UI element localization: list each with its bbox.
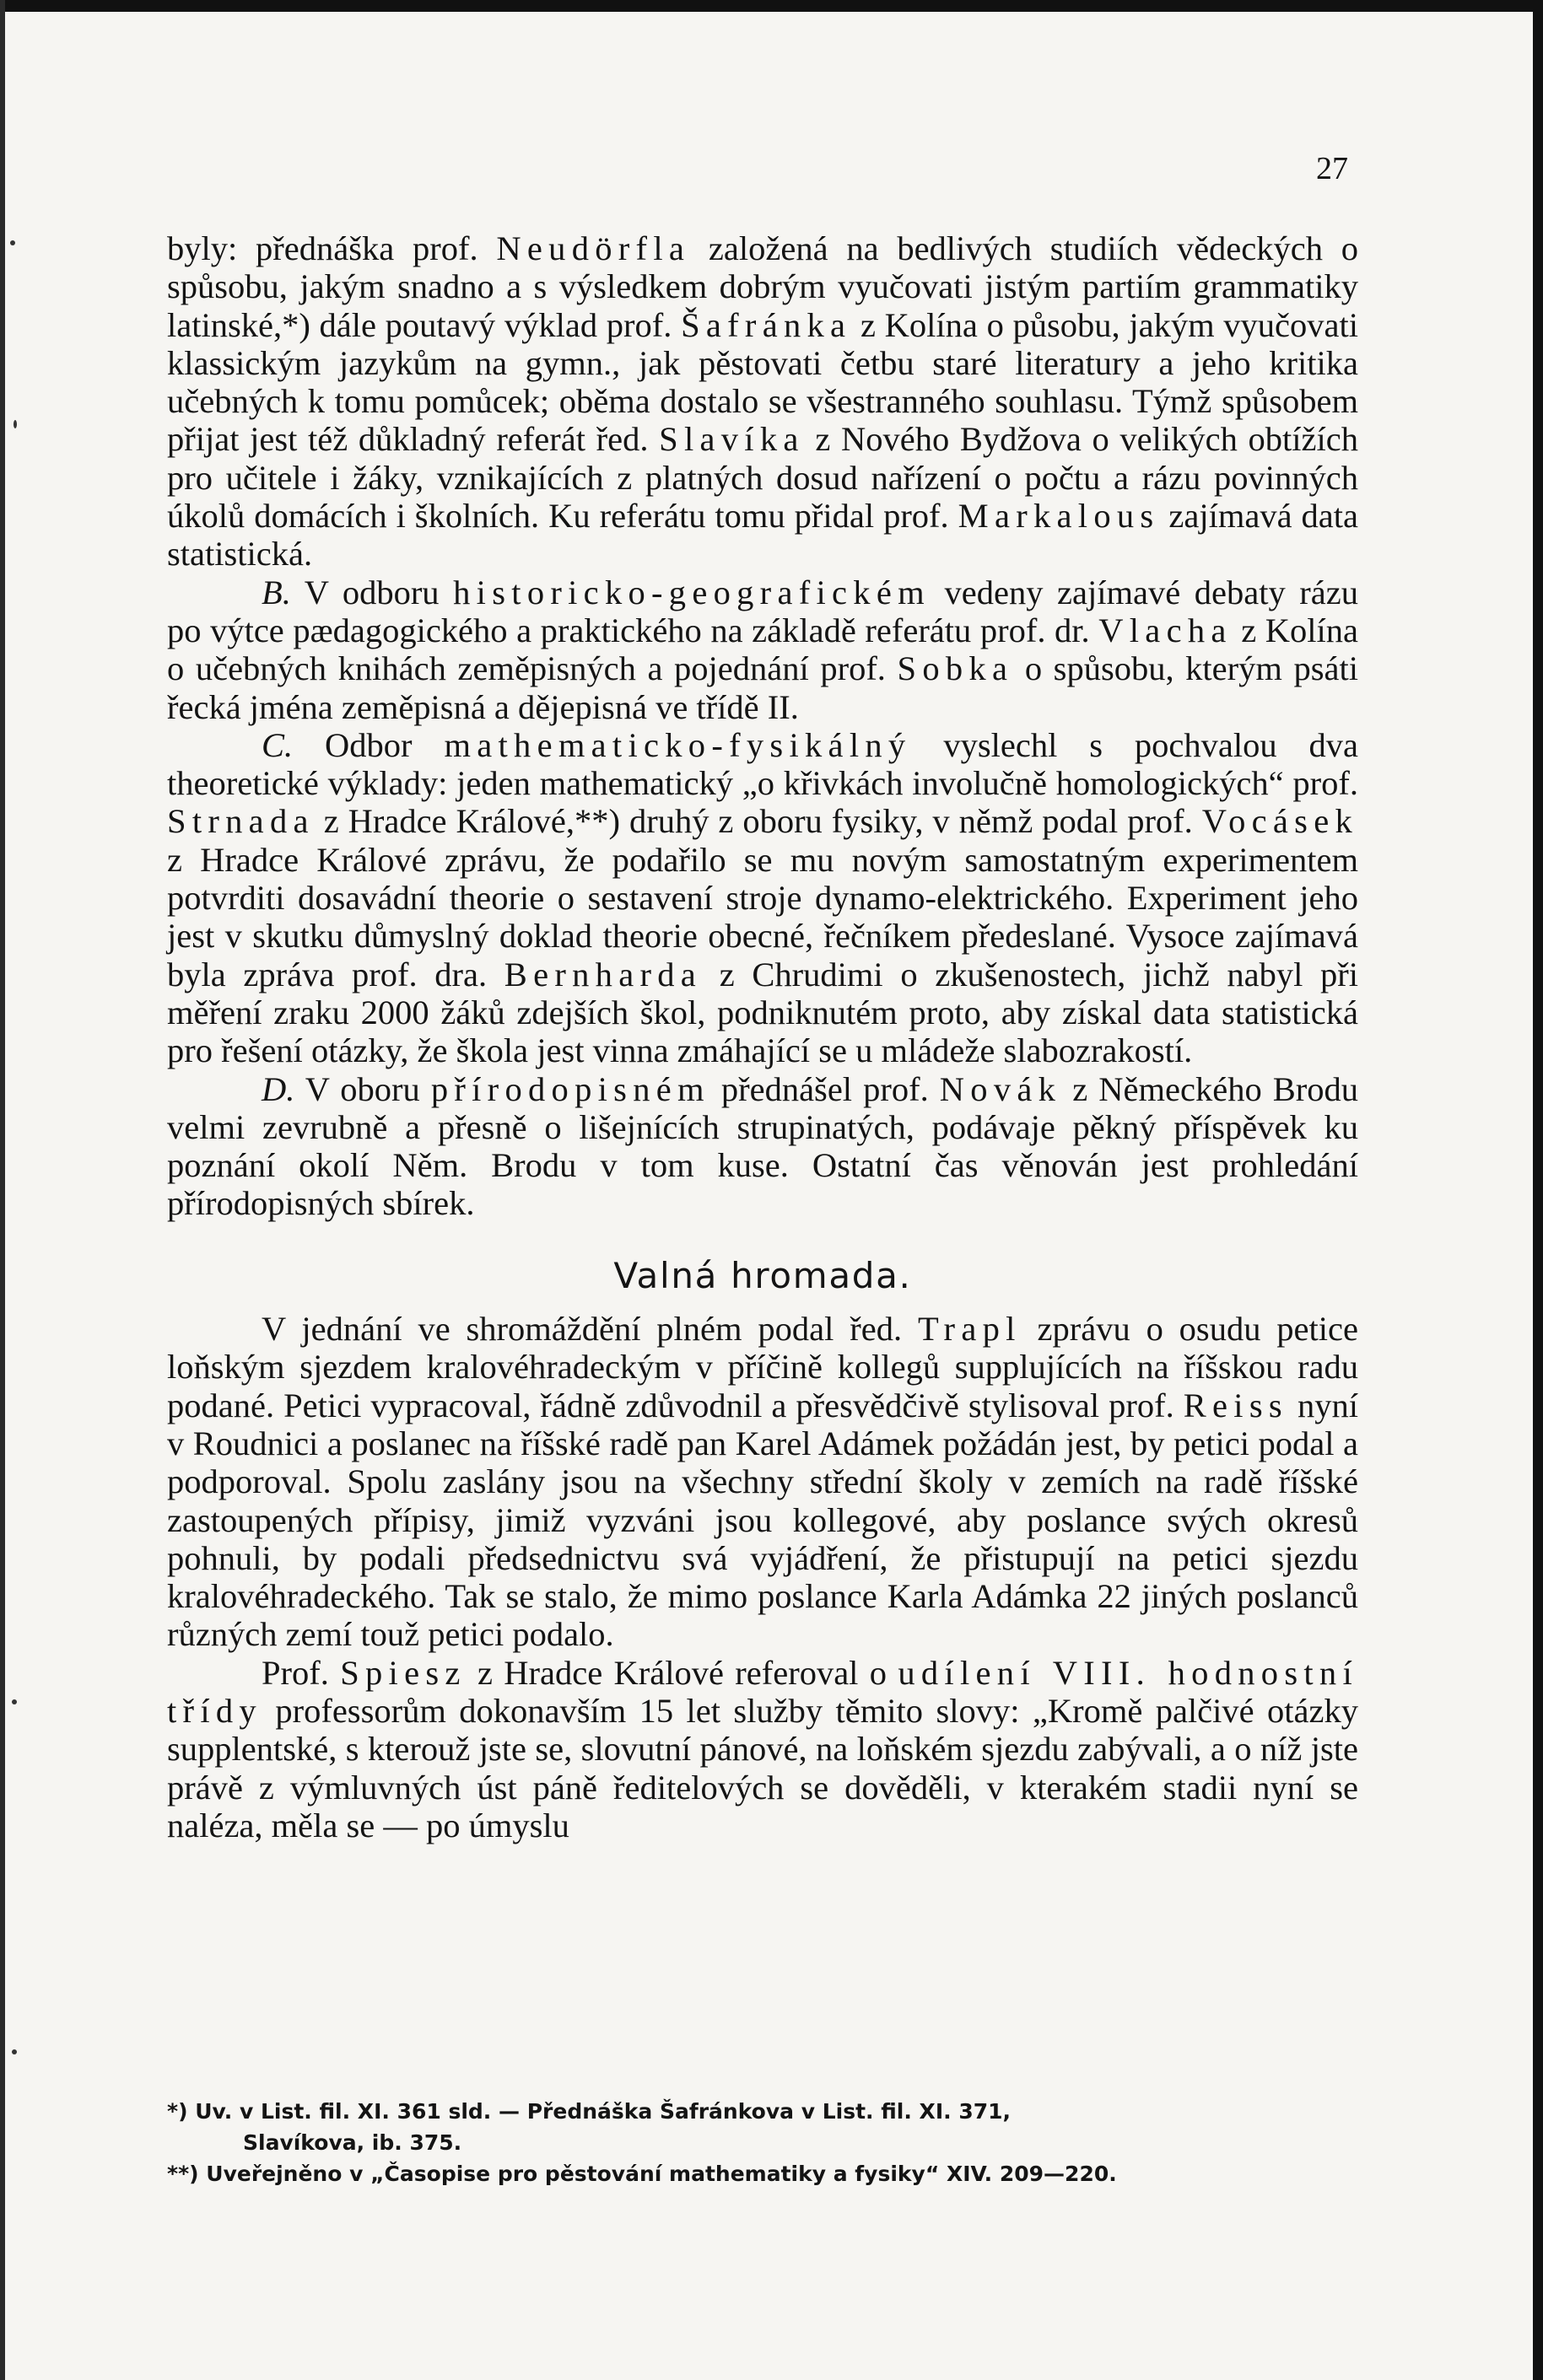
text-run: V jednání ve shromáždění plném podal řed. <box>262 1310 918 1349</box>
section-letter: B. <box>262 573 291 611</box>
scan-speck <box>13 420 17 428</box>
scan-speck <box>12 2049 17 2054</box>
spaced-emphasis: přírodopisném <box>430 1069 710 1108</box>
text-run: Odbor <box>293 725 445 764</box>
paragraph <box>167 1070 1358 1223</box>
text-run: z Nového Bydžova o velikých obtížích pro učitele i žáky, vznikajících z platných dosud nařízení o počtu a rázu povinných úkolů domácích i školních. Ku referátu tomu přidal prof. <box>167 420 1358 536</box>
spaced-emphasis: Šafránka <box>681 305 852 344</box>
scan-speck <box>10 240 15 245</box>
text-run: z Německého Brodu velmi zevrubně a přesně o lišejnících strupinatých, podávaje pěkný příspěvek ku poznání okolí Něm. Brodu v tom kuse. Ostatní čas věnován jest prohledání přírodopisných sbírek. <box>167 1069 1358 1223</box>
spaced-emphasis: Neudörfla <box>496 229 691 267</box>
text-run: z Hradce Králové,**) druhý z oboru fysiky, v němž podal prof. <box>314 802 1202 841</box>
text-run: přednášel prof. <box>709 1069 940 1108</box>
text-run: z Kolína o působu, jakým vyučovati klassickým jazykům na gymn., jak pěstovati četbu staré literatury a jeho kritika učebných k tomu pomůcek; oběma dostalo se všestranného souhlasu. Týmž spůsobem přijat jest též důkladný referát řed. <box>167 305 1358 459</box>
text-run: z Chrudimi o zkušenostech, jichž nabyl při měření zraku 2000 žáků zdejších škol, podniknutém proto, aby získal data statistická pro řešení otázky, že škola jest vinna zmáhající se u mládeže slabozrakostí. <box>167 955 1358 1070</box>
text-run: zprávu o osudu petice loňským sjezdem kralovéhradeckým v příčině kollegů supplujících na říšskou radu podané. Petici vypracoval, řádně zdůvodnil a přesvědčivě stylisoval prof. <box>167 1310 1358 1424</box>
text-run: z Hradce Králové zprávu, že podařilo se mu novým samostatným experimentem potvrditi dosavádní theorie o sestavení stroje dynamo-elektrického. Experiment jeho jest v skutku důmyslný doklad theorie obecné, řečníkem předeslané. Vysoce zajímavá byla zpráva prof. dra. <box>167 840 1358 993</box>
spaced-emphasis: Markalous <box>958 497 1160 536</box>
footnote-2: **) Uveřejněno v „Časopise pro pěstování mathematiky a fysiky“ XIV. 209—220. <box>167 2162 1117 2186</box>
spaced-emphasis: Vlacha <box>1098 611 1233 649</box>
spaced-emphasis: Spiesz <box>340 1653 467 1692</box>
text-run: z Kolína o učebných knihách zeměpisných a pojednání prof. <box>167 611 1358 688</box>
spaced-emphasis: Slavíka <box>659 420 805 459</box>
scan-border-left <box>0 0 5 2380</box>
text-run: vedeny zajímavé debaty rázu po výtce pædagogického a praktického na základě referátu prof. dr. <box>167 573 1358 649</box>
text-run: Prof. <box>262 1653 341 1692</box>
spaced-emphasis: Vocásek <box>1201 802 1358 841</box>
scan-speck <box>12 1699 17 1704</box>
text-run: byly: přednáška prof. <box>167 229 497 267</box>
text-run: o spůsobu, kterým psáti řecká jména zeměpisná a dějepisná ve třídě II. <box>167 649 1358 726</box>
spaced-emphasis: mathematicko-fysikálný <box>444 725 912 764</box>
spaced-emphasis: historicko-geografickém <box>453 573 931 611</box>
section-letter: D. <box>262 1069 295 1108</box>
paragraph <box>167 726 1358 1070</box>
spaced-emphasis: Trapl <box>917 1310 1022 1349</box>
spaced-emphasis: Strnada <box>167 802 315 841</box>
footnote-1-continued: Slavíkova, ib. 375. <box>243 2130 462 2155</box>
text-run: z Hradce Králové referoval o <box>466 1653 898 1692</box>
spaced-emphasis: Reiss <box>1183 1386 1288 1424</box>
footnotes <box>167 2096 1358 2189</box>
scan-border-top <box>0 0 1543 12</box>
body-text <box>167 229 1358 1844</box>
text-run: nyní v Roudnici a poslanec na říšské radě pan Karel Adámek požádán jest, by petici podal a podporoval. Spolu zaslány jsou na všechny střední školy v zemích na radě říšské zastoupených přípisy, jimiž vyzváni jsou kollegové, aby poslance svých okresů pohnuli, by podali předsednictvu svá vyjádření, že přistupují na petici sjezdu kralovéhradeckého. Tak se stalo, že mimo poslance Karla Adámka 22 jiných poslanců různých zemí touž petici podalo. <box>167 1386 1358 1654</box>
section-letter: C. <box>262 725 294 764</box>
text-run: V oboru <box>294 1069 431 1108</box>
paragraph <box>167 229 1358 573</box>
section-heading: Valná hromada. <box>613 1254 912 1296</box>
text-run: professorům dokonavším 15 let služby těmito slovy: „Kromě palčivé otázky supplentské, s kterouž jste se, slovutní pánové, na loňském sjezdu zabývali, a o níž jste právě z výmluvných úst páně ředitelových se dověděli, v kterakém stadii nyní se naléza, měla se — po úmyslu <box>167 1691 1358 1844</box>
spaced-emphasis: Bernharda <box>504 955 703 993</box>
footnote-1: *) Uv. v List. fil. XI. 361 sld. — Přednáška Šafránkova v List. fil. XI. 371, <box>167 2099 1011 2124</box>
section-odbory <box>167 229 1358 1223</box>
paragraph <box>167 1654 1358 1844</box>
text-run: vyslechl s pochvalou dva theoretické výklady: jeden mathematický „o křivkách involučně homologických“ prof. <box>167 725 1358 803</box>
spaced-emphasis: udílení VIII. hodnostní třídy <box>167 1653 1359 1730</box>
section-valna-hromada <box>167 1310 1358 1844</box>
text-run: V odboru <box>290 573 454 611</box>
page-number: 27 <box>1316 151 1348 186</box>
text-run: založená na bedlivých studiích vědeckých o spůsobu, jakým snadno a s výsledkem dobrým vyučovati jistým partiím grammatiky latinské,*) dále poutavý výklad prof. <box>167 229 1359 344</box>
text-run: zajímavá data statistická. <box>167 497 1358 573</box>
scan-border-right <box>1533 0 1543 2380</box>
paragraph <box>167 1310 1358 1654</box>
spaced-emphasis: Sobka <box>897 649 1014 688</box>
spaced-emphasis: Novák <box>939 1069 1062 1108</box>
paragraph <box>167 573 1358 726</box>
